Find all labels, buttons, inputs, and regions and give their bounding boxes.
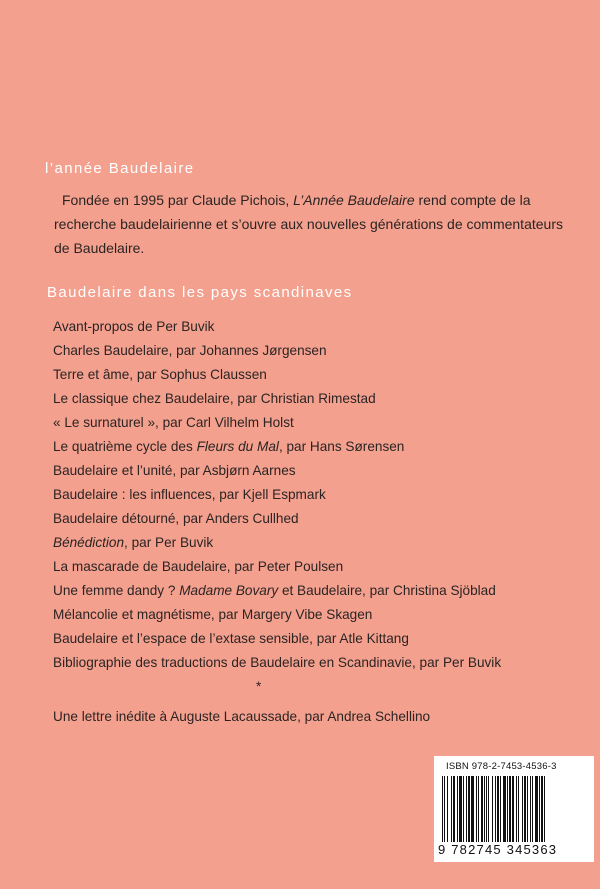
toc-item-text: , par Hans Sørensen <box>278 439 405 454</box>
toc-item-text: Baudelaire et l’unité, par Asbjørn Aarnes <box>53 463 296 478</box>
table-of-contents <box>53 315 583 729</box>
toc-item-text: Baudelaire détourné, par Anders Cullhed <box>53 511 299 526</box>
toc-item-text: , par Per Buvik <box>124 535 214 550</box>
barcode-bar <box>444 776 445 842</box>
barcode-bar <box>516 776 517 842</box>
toc-item-text: Avant-propos de Per Buvik <box>53 319 215 334</box>
intro-prefix: Fondée en 1995 par Claude Pichois, <box>62 192 294 208</box>
barcode-bar <box>497 776 499 842</box>
barcode-bar <box>518 776 519 842</box>
barcode-bar <box>471 776 474 842</box>
barcode-bar <box>463 776 464 842</box>
barcode-bars <box>442 776 586 842</box>
barcode-bar <box>503 776 506 842</box>
toc-item-italic: Fleurs du Mal <box>196 439 279 454</box>
barcode-bar <box>541 776 543 842</box>
journal-name: L’Année Baudelaire <box>293 192 415 208</box>
barcode-bar <box>539 776 540 842</box>
barcode-bar <box>484 776 485 842</box>
toc-separator: * <box>256 679 262 694</box>
barcode-bar <box>486 776 487 842</box>
intro-line-3: de Baudelaire. <box>54 240 145 256</box>
toc-item-text: Terre et âme, par Sophus Claussen <box>53 367 267 382</box>
barcode-bar <box>532 776 533 842</box>
barcode-bar <box>524 776 526 842</box>
toc-item-text: Une femme dandy ? <box>53 583 180 598</box>
barcode-bar <box>468 776 470 842</box>
barcode-bar <box>492 776 493 842</box>
isbn-barcode <box>434 756 594 862</box>
toc-item-text: et Baudelaire, par Christina Sjöblad <box>278 583 496 598</box>
toc-item <box>53 603 583 627</box>
intro-line-2: recherche baudelairienne et s’ouvre aux nouvelles générations de commentateurs <box>54 216 563 232</box>
barcode-bar <box>447 776 448 842</box>
barcode-bar <box>481 776 483 842</box>
barcode-bar <box>509 776 511 842</box>
barcode-bar <box>512 776 514 842</box>
toc-item <box>53 507 583 531</box>
toc-item <box>53 483 583 507</box>
toc-item-text: Baudelaire : les influences, par Kjell Espmark <box>53 487 326 502</box>
toc-item-text: Charles Baudelaire, par Johannes Jørgensen <box>53 343 327 358</box>
barcode-bar <box>500 776 501 842</box>
toc-item <box>53 555 583 579</box>
toc-item <box>53 579 583 603</box>
toc-item-text: Le classique chez Baudelaire, par Christian Rimestad <box>53 391 376 406</box>
barcode-digits: 9 782745 345363 <box>438 842 558 857</box>
barcode-bar <box>442 776 443 842</box>
toc-item-italic: Bénédiction <box>53 535 125 550</box>
barcode-bar <box>488 776 489 842</box>
intro-paragraph <box>54 188 582 260</box>
toc-item <box>53 411 583 435</box>
toc-item <box>53 315 583 339</box>
barcode-bar <box>507 776 508 842</box>
toc-item-text: Baudelaire et l’espace de l’extase sensible, par Atle Kittang <box>53 631 409 646</box>
intro-line-1 <box>62 188 582 212</box>
toc-item <box>53 363 583 387</box>
toc-item-text: « Le surnaturel », par Carl Vilhelm Holst <box>53 415 294 430</box>
toc-item-text: Bibliographie des traductions de Baudelaire en Scandinavie, par Per Buvik <box>53 655 502 670</box>
intro-line1-suffix: rend compte de la <box>414 192 531 208</box>
toc-item <box>53 651 583 675</box>
toc-item-text: Mélancolie et magnétisme, par Margery Vibe Skagen <box>53 607 373 622</box>
toc-item <box>53 435 583 459</box>
toc-item <box>53 459 583 483</box>
toc-item <box>53 387 583 411</box>
barcode-bar <box>451 776 452 842</box>
barcode-bar <box>522 776 523 842</box>
barcode-bar <box>544 776 545 842</box>
series-title: l’année Baudelaire <box>45 160 195 177</box>
barcode-bar <box>478 776 479 842</box>
barcode-bar <box>530 776 531 842</box>
issue-title: Baudelaire dans les pays scandinaves <box>47 284 353 301</box>
barcode-bar <box>476 776 477 842</box>
toc-item-final: Une lettre inédite à Auguste Lacaussade, par Andrea Schellino <box>53 709 431 724</box>
toc-item <box>53 531 583 555</box>
barcode-bar <box>453 776 455 842</box>
isbn-label: ISBN 978-2-7453-4536-3 <box>446 761 557 772</box>
toc-item <box>53 339 583 363</box>
toc-item-text: Le quatrième cycle des <box>53 439 197 454</box>
toc-item <box>53 627 583 651</box>
barcode-bar <box>527 776 528 842</box>
barcode-bar <box>457 776 458 842</box>
barcode-bar <box>495 776 496 842</box>
barcode-bar <box>535 776 538 842</box>
toc-item-text: La mascarade de Baudelaire, par Peter Poulsen <box>53 559 344 574</box>
barcode-bar <box>466 776 467 842</box>
toc-item-italic: Madame Bovary <box>179 583 279 598</box>
barcode-bar <box>459 776 462 842</box>
